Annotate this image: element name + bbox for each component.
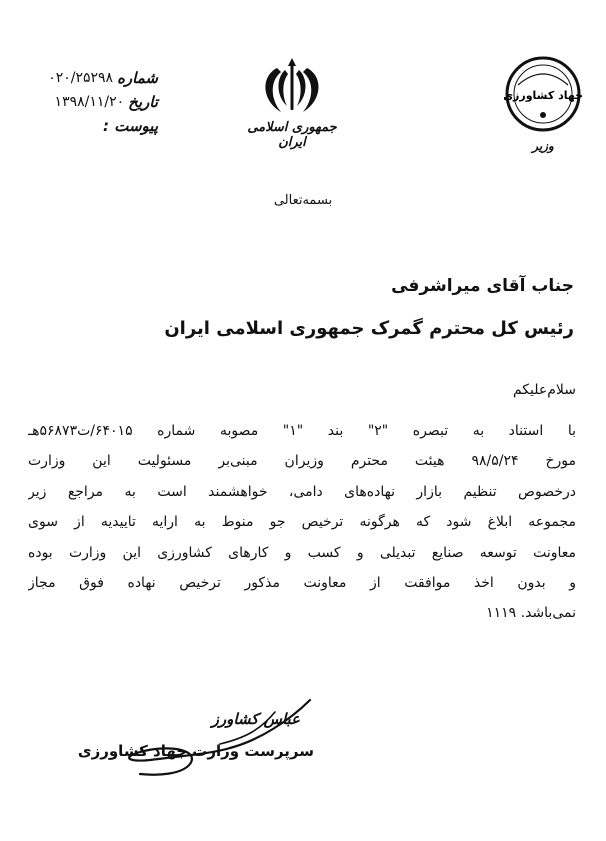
date-value: ۱۳۹۸/۱۱/۲۰ bbox=[54, 94, 125, 110]
number-row bbox=[8, 66, 158, 90]
date-label: تاریخ bbox=[128, 93, 158, 111]
number-value: ۰۲۰/۲۵۲۹۸ bbox=[48, 70, 114, 86]
emblem bbox=[232, 58, 352, 150]
letter-meta bbox=[8, 66, 158, 138]
signature-block bbox=[60, 690, 340, 790]
body-line: درخصوص تنظیم بازار نهاده‌های دامی، خواهشمند است به مراجع زیر bbox=[28, 483, 576, 500]
bismillah: بسمه‌تعالی bbox=[273, 193, 333, 208]
seal-text: جهاد کشاورزی bbox=[504, 89, 582, 102]
ministry-seal-icon bbox=[504, 55, 582, 133]
emblem-icon bbox=[257, 58, 327, 118]
greeting: سلام‌علیکم bbox=[512, 382, 576, 398]
emblem-caption: جمهوری اسلامی ایران bbox=[247, 120, 337, 150]
signatory-name: عباس کشاورز bbox=[211, 710, 300, 728]
body-line: با استناد به تبصره "۲" بند "۱" مصوبه شماره ۶۴۰۱۵/ت۵۶۸۷۳هـ bbox=[28, 423, 576, 439]
seal-caption: وزیر bbox=[532, 139, 554, 153]
date-row bbox=[8, 90, 158, 114]
body-line: معاونت توسعه صنایع تبدیلی و کسب و کارهای کشاورزی این وزارت بوده bbox=[28, 544, 576, 561]
attachment-label: پیوست : bbox=[103, 117, 158, 135]
addressee-title: رئیس کل محترم گمرک جمهوری اسلامی ایران bbox=[164, 318, 574, 339]
attachment-row bbox=[8, 114, 158, 138]
body-line: و بدون اخذ موافقت از معاونت مذکور ترخیص نهاده فوق مجاز bbox=[28, 575, 576, 592]
number-label: شماره bbox=[117, 69, 158, 87]
handwritten-signature bbox=[60, 690, 340, 790]
body-line: مورخ ۹۸/۵/۲۴ هیئت محترم وزیران مبنی‌بر مسئولیت این وزارت bbox=[28, 453, 576, 470]
addressee-name: جناب آقای میراشرفی bbox=[391, 276, 574, 296]
body-line: نمی‌باشد. ۱۱۱۹ bbox=[486, 605, 576, 622]
signatory-title: سرپرست وزارت جهاد کشاورزی bbox=[77, 742, 314, 760]
letter-body bbox=[28, 416, 576, 629]
body-line: مجموعه ابلاغ شود که هرگونه ترخیص جو منوط به ارایه تاییدیه از سوی bbox=[28, 514, 576, 531]
ministry-seal bbox=[498, 55, 588, 153]
